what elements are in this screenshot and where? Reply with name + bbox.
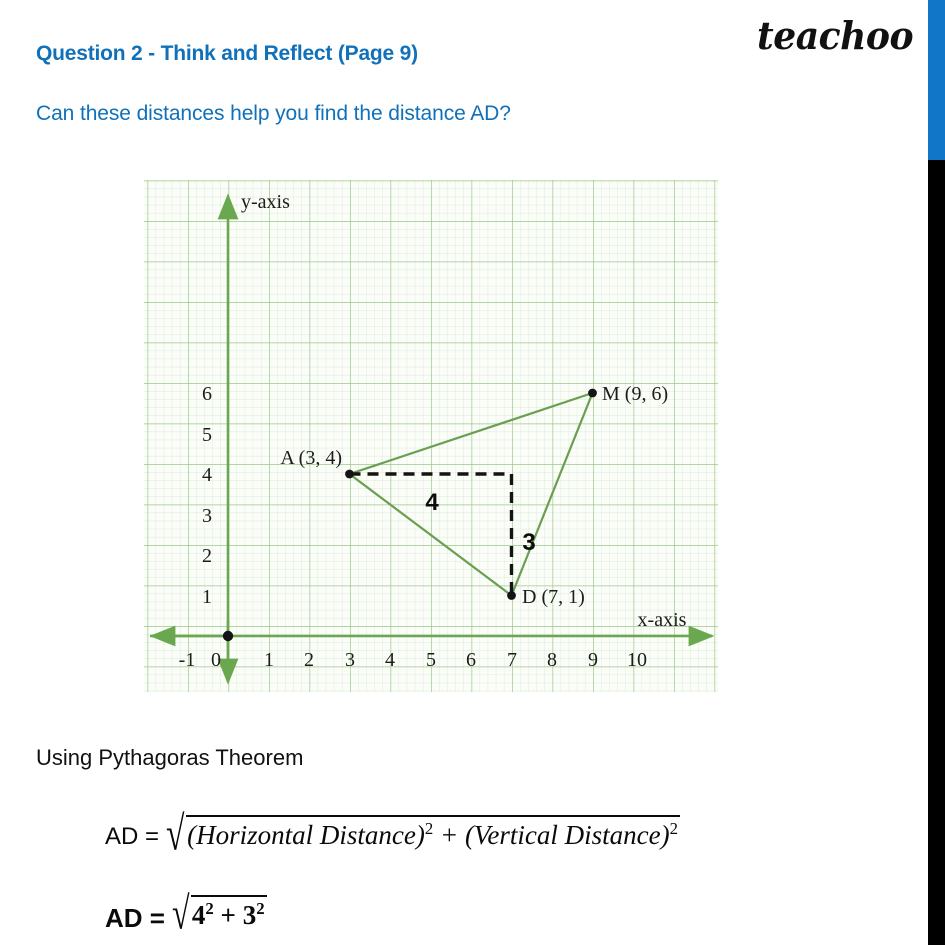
term2-base: (Vertical Distance) (464, 820, 670, 850)
equation-general-lhs: AD = (105, 823, 160, 850)
y-tick-6: 6 (202, 383, 212, 405)
x-tick-7: 7 (507, 649, 517, 671)
radical-sign-icon: √ (166, 808, 185, 861)
y-tick-3: 3 (202, 505, 212, 527)
pythagoras-heading: Using Pythagoras Theorem (36, 745, 304, 770)
point-m-label: M (9, 6) (602, 383, 669, 405)
page-subtitle: Can these distances help you find the distance AD? (36, 102, 511, 125)
x-tick-4: 4 (385, 649, 395, 671)
y-tick-4: 4 (202, 464, 212, 486)
graph-svg (144, 180, 718, 692)
right-edge-blue-bar (928, 0, 945, 160)
y-tick-2: 2 (202, 545, 212, 567)
x-tick-5: 5 (426, 649, 436, 671)
term1-exponent: 2 (205, 899, 214, 918)
vertical-length-label: 3 (522, 529, 536, 556)
term2-exponent: 2 (256, 899, 265, 918)
origin-dot (223, 631, 233, 641)
term2-base: 3 (242, 900, 257, 930)
x-tick-9: 9 (588, 649, 598, 671)
equation-numeric-lhs: AD = (105, 903, 165, 933)
term1-exponent: 2 (424, 819, 434, 838)
point-d-dot (507, 591, 516, 600)
x-tick-1: 1 (264, 649, 274, 671)
x-tick--1: -1 (178, 649, 196, 671)
y-axis-label: y-axis (241, 191, 290, 213)
graph-grid (144, 180, 718, 692)
term1-base: 4 (191, 900, 206, 930)
coordinate-graph-figure (144, 180, 718, 692)
equation-general-radical (166, 808, 680, 861)
point-m-dot (588, 389, 597, 398)
term1-base: (Horizontal Distance) (187, 820, 425, 850)
term2-exponent: 2 (669, 819, 679, 838)
x-tick-2: 2 (304, 649, 314, 671)
right-edge-black-bar (928, 160, 945, 945)
x-axis-label: x-axis (637, 609, 687, 631)
horizontal-length-label: 4 (425, 489, 439, 516)
point-a-dot (345, 470, 354, 479)
x-tick-3: 3 (345, 649, 355, 671)
operator: + (439, 820, 459, 850)
point-a-label: A (3, 4) (280, 447, 342, 469)
equation-numeric (105, 886, 267, 939)
y-tick-1: 1 (202, 586, 212, 608)
page-title: Question 2 - Think and Reflect (Page 9) (36, 42, 418, 65)
operator: + (220, 900, 236, 930)
equation-numeric-radical (171, 886, 267, 939)
y-tick-5: 5 (202, 424, 212, 446)
x-tick-10: 10 (627, 649, 647, 671)
equation-general-radicand (186, 815, 680, 851)
equation-numeric-radicand (191, 895, 267, 931)
x-tick-0: 0 (211, 649, 221, 671)
x-tick-6: 6 (466, 649, 476, 671)
teachoo-logo: teachoo (757, 13, 914, 58)
radical-sign-icon: √ (171, 886, 190, 939)
equation-general (105, 808, 680, 861)
x-tick-8: 8 (547, 649, 557, 671)
point-d-label: D (7, 1) (522, 586, 585, 608)
